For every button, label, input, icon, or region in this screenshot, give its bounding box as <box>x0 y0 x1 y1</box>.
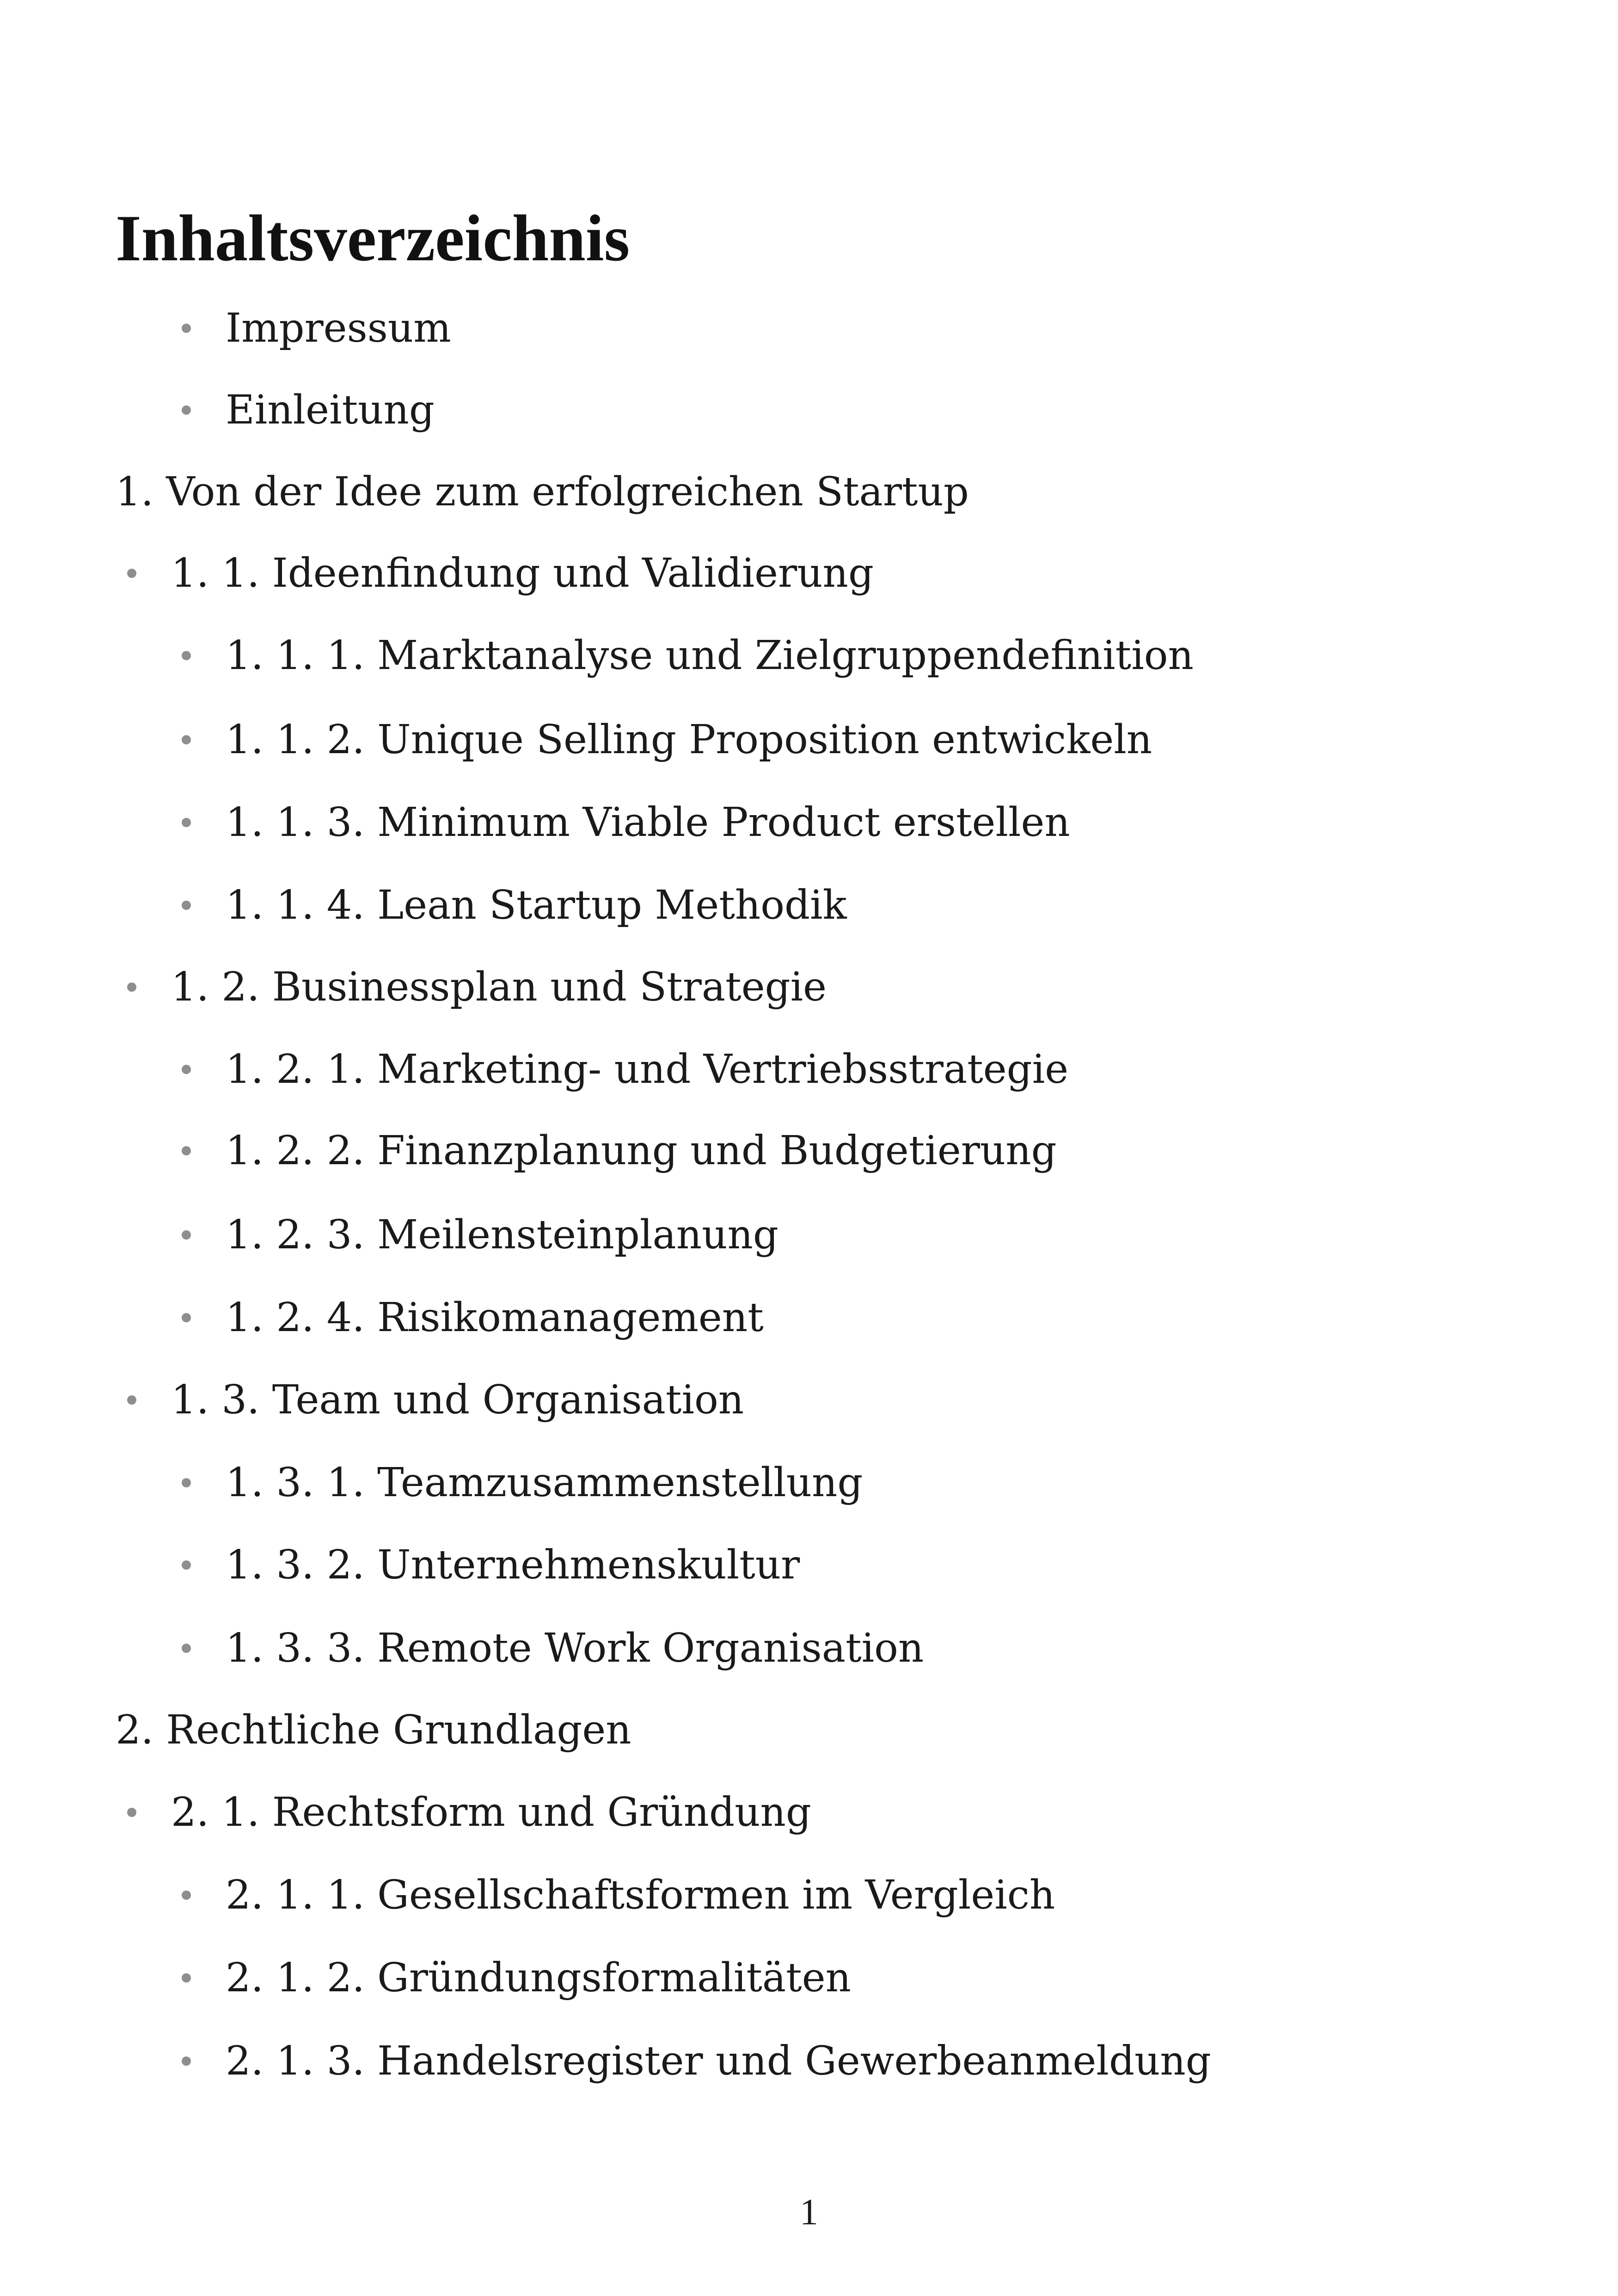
bullet-icon <box>182 790 196 855</box>
toc-entry-label: 1. 3. 3. Remote Work Organisation <box>226 1625 924 1671</box>
toc-entry-2-1-1[interactable] <box>226 1863 1055 1928</box>
toc-entry-label: 2. 1. 2. Gründungsformalitäten <box>226 1955 851 2001</box>
bullet-icon <box>127 1368 141 1432</box>
bullet-icon <box>127 1780 141 1845</box>
toc-entry-label: 2. 1. 1. Gesellschaftsformen im Vergleich <box>226 1872 1055 1918</box>
toc-entry-label: Impressum <box>226 305 451 351</box>
bullet-icon <box>182 1118 196 1183</box>
bullet-icon <box>182 1616 196 1681</box>
toc-entry-label: 1. 1. Ideenfindung und Validierung <box>171 550 874 596</box>
toc-heading: Inhaltsverzeichnis <box>116 202 630 275</box>
toc-entry-2-1-2[interactable] <box>226 1946 851 2010</box>
toc-entry-label: 1. 3. Team und Organisation <box>171 1377 744 1423</box>
toc-entry-label: 1. 2. 4. Risikomanagement <box>226 1295 764 1341</box>
toc-entry-1-3-2[interactable] <box>226 1533 800 1597</box>
bullet-icon <box>182 1203 196 1267</box>
page-number: 1 <box>800 2192 818 2233</box>
toc-entry-label: 1. 2. 3. Meilensteinplanung <box>226 1212 778 1258</box>
toc-entry-1-3-1[interactable] <box>226 1450 863 1515</box>
toc-entry-1-2-4[interactable] <box>226 1285 764 1350</box>
toc-entry-label: 1. 1. 3. Minimum Viable Product erstellen <box>226 799 1070 846</box>
bullet-icon <box>182 1863 196 1928</box>
toc-entry-1-1[interactable] <box>171 541 874 606</box>
toc-entry-label: 1. 1. 2. Unique Selling Proposition entwickeln <box>226 717 1152 763</box>
toc-entry-label: 1. 2. 2. Finanzplanung und Budgetierung <box>226 1128 1057 1174</box>
bullet-icon <box>182 873 196 938</box>
bullet-icon <box>182 296 196 361</box>
toc-entry-impressum[interactable] <box>226 296 451 361</box>
bullet-icon <box>127 955 141 1019</box>
toc-entry-1-2-2[interactable] <box>226 1118 1057 1183</box>
bullet-icon <box>182 707 196 772</box>
bullet-icon <box>182 1533 196 1597</box>
bullet-icon <box>182 623 196 688</box>
bullet-icon <box>182 378 196 442</box>
toc-entry-label: 1. Von der Idee zum erfolgreichen Startup <box>116 469 969 515</box>
toc-entry-1-2[interactable] <box>171 955 827 1019</box>
toc-entry-2-1[interactable] <box>171 1780 811 1845</box>
toc-entry-chapter-2[interactable] <box>116 1698 631 1762</box>
bullet-icon <box>182 1450 196 1515</box>
bullet-icon <box>182 2029 196 2093</box>
toc-entry-einleitung[interactable] <box>226 378 435 442</box>
toc-entry-label: 1. 3. 2. Unternehmenskultur <box>226 1542 800 1588</box>
toc-entry-label: 1. 2. Businessplan und Strategie <box>171 964 827 1010</box>
toc-entry-1-1-3[interactable] <box>226 790 1070 855</box>
toc-entry-1-1-1[interactable] <box>226 623 1194 688</box>
toc-entry-label: 2. Rechtliche Grundlagen <box>116 1707 631 1753</box>
toc-entry-label: 2. 1. Rechtsform und Gründung <box>171 1789 811 1836</box>
toc-entry-1-3[interactable] <box>171 1368 744 1432</box>
toc-entry-label: 1. 3. 1. Teamzusammenstellung <box>226 1460 863 1506</box>
toc-entry-chapter-1[interactable] <box>116 460 969 524</box>
toc-entry-1-2-1[interactable] <box>226 1037 1068 1102</box>
toc-entry-1-3-3[interactable] <box>226 1616 924 1681</box>
toc-entry-1-1-2[interactable] <box>226 707 1152 772</box>
toc-entry-label: Einleitung <box>226 387 435 433</box>
toc-entry-1-1-4[interactable] <box>226 873 847 938</box>
bullet-icon <box>182 1946 196 2010</box>
bullet-icon <box>182 1037 196 1102</box>
toc-entry-1-2-3[interactable] <box>226 1203 778 1267</box>
toc-entry-2-1-3[interactable] <box>226 2029 1211 2093</box>
bullet-icon <box>127 541 141 606</box>
toc-entry-label: 1. 2. 1. Marketing- und Vertriebsstrategie <box>226 1046 1069 1093</box>
toc-entry-label: 2. 1. 3. Handelsregister und Gewerbeanmeldung <box>226 2038 1211 2084</box>
bullet-icon <box>182 1285 196 1350</box>
toc-entry-label: 1. 1. 1. Marktanalyse und Zielgruppendefinition <box>226 632 1194 679</box>
toc-entry-label: 1. 1. 4. Lean Startup Methodik <box>226 882 847 928</box>
